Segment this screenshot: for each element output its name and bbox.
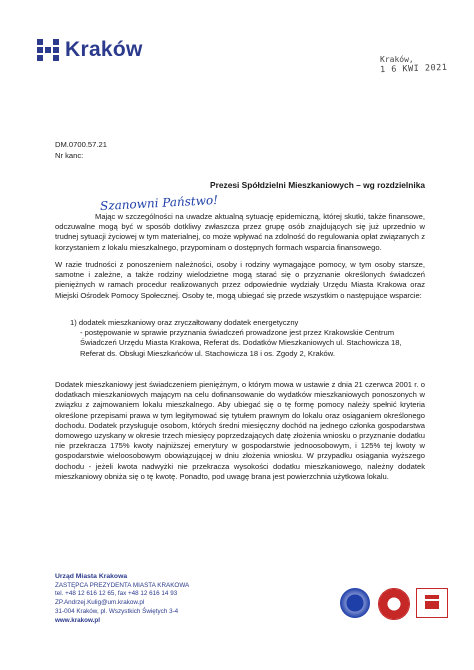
- paragraph-3-text: Dodatek mieszkaniowy jest świadczeniem pieniężnym, o którym mowa w ustawie z dnia 21 czerwca 2001 r. o dodatkach mieszkaniowych mającym na celu dofinansowanie do wydatków mieszkaniowych ponoszonych w związku z zajmowaniem lokalu mieszkalnego. Aby ubiegać się o tę formę pomocy należy spełnić kryteria określone przepisami prawa w tym legitymować się tytułem prawnym do lokalu oraz osiąganiem określonego dochodu. Dodatek przysługuje osobom, których średni miesięczny dochód na jednego członka gospodarstwa domowego uzyskany w okresie trzech miesięcy poprzedzających datę złożenia wniosku o przyznanie dodatku nie przekracza 175% kwoty najniższej emerytury w gospodarstwie jednoosobowym, i 125% tej kwoty w gospodarstwie wieloosobowym obowiązującej w dniu złożenia wniosku. W przypadku osiągania wyższego dochodu - jeżeli kwota nadwyżki nie przekracza wysokości dodatku mieszkaniowego, należny dodatek mieszkaniowy obniża się o tę kwotę. Ponadto, pod uwagę brana jest powierzchnia użytkowa lokalu.: [55, 380, 425, 481]
- footer-phone: tel. +48 12 616 12 65, fax +48 12 616 14 93: [55, 590, 178, 598]
- recipient: Prezesi Spółdzielni Mieszkaniowych – wg rozdzielnika: [210, 180, 426, 190]
- list-item: 1) dodatek mieszkaniowy oraz zryczałtowany dodatek energetyczny: [70, 318, 299, 327]
- reference-number: DM.0700.57.21: [55, 140, 107, 149]
- paragraph-1: [55, 212, 425, 253]
- list-item-detail: - postępowanie w sprawie przyznania świadczeń prowadzone jest przez Krakowskie Centrum Świadczeń Urzędu Miasta Krakowa, Referat ds. Dodatków Mieszkaniowych ul. Stachowicza 18, Referat ds. Obsługi Mieszkańców ul. Stachowicza 18 i os. Zgody 2, Kraków.: [80, 328, 402, 358]
- footer-website[interactable]: www.krakow.pl: [55, 616, 101, 624]
- quality-system-badge-icon: [378, 588, 410, 620]
- case-number-label: Nr kanc:: [55, 151, 84, 160]
- award-badge-icon: [416, 588, 448, 618]
- received-date-stamp: 1 6 KWI 2021: [379, 62, 448, 76]
- place-label: Kraków,: [380, 55, 414, 64]
- footer-office: ZASTĘPCA PREZYDENTA MIASTA KRAKOWA: [55, 581, 190, 589]
- brand-name: Kraków: [65, 38, 143, 61]
- paragraph-3: [55, 380, 425, 482]
- handwritten-salutation: Szanowni Państwo!: [99, 192, 219, 214]
- footer-contact: [55, 573, 189, 625]
- paragraph-2-text: W razie trudności z ponoszeniem należności, osoby i rodziny wymagające pomocy, w tym osoby starsze, samotne i zależne, a także rodziny wielodzietne mogą starać się o przyznanie określonych świadczeń pieniężnych w ramach procedur realizowanych przez odpowiednie wydziały Urzędu Miasta Krakowa oraz Miejski Ośrodek Pomocy Społecznej. Osoby te, mogą ubiegać się przede wszystkim o następujące wsparcie:: [55, 260, 425, 300]
- footer-address: 31-004 Kraków, pl. Wszystkich Świętych 3-4: [55, 607, 179, 615]
- krakow-emblem-icon: [37, 39, 59, 61]
- certification-badge-icon: [340, 588, 370, 618]
- support-list: [70, 318, 425, 359]
- footer-org: Urząd Miasta Krakowa: [55, 573, 128, 580]
- paragraph-2: [55, 260, 425, 301]
- city-logo: [37, 38, 143, 62]
- paragraph-1-text: Mając w szczególności na uwadze aktualną sytuację epidemiczną, której skutki, także finansowe, odczuwalne mogą być w sposób dotkliwy zwłaszcza przez grupę osób znajdujących się już uprzednio w trudnej sytuacji życiowej w tym materialnej, co może wpływać na zdolność do regulowania opłat związanych z korzystaniem z lokalu mieszkalnego, przypominam o dostępnych formach wsparcia finansowego.: [55, 212, 425, 252]
- footer-email[interactable]: ZP.Andrzej.Kulig@um.krakow.pl: [55, 599, 145, 607]
- place-date: [380, 55, 474, 74]
